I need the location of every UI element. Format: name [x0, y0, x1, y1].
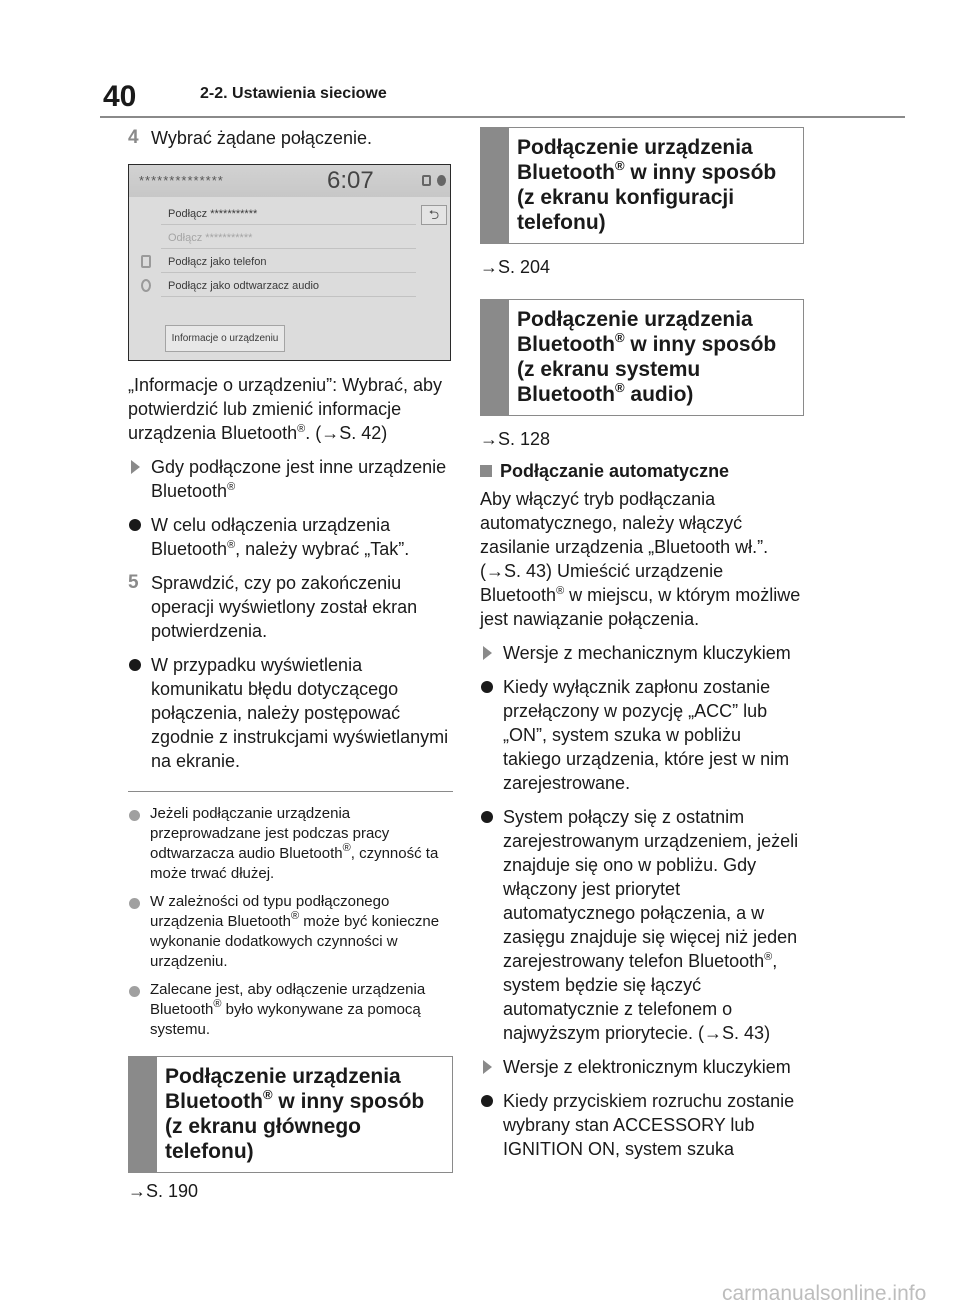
step-number: 5 [128, 572, 139, 593]
page-reference[interactable]: →S. 190 [128, 1181, 199, 1201]
text-span: W zależności od typu podłączonego urządzenia Bluetooth [150, 893, 390, 930]
section-box-home-screen [128, 1056, 453, 1173]
text-span: Wersje z mechanicznym kluczykiem [503, 643, 791, 663]
text-span: Wersje z elektronicznym kluczykiem [503, 1057, 791, 1077]
device-info-button[interactable]: Informacje o urządzeniu [165, 325, 285, 352]
bullet-item [128, 513, 453, 561]
bullet-dot-icon [129, 519, 141, 531]
registered-mark: ® [297, 423, 306, 435]
auto-connect-paragraph [480, 487, 804, 631]
screen-item-connect-audio[interactable]: Podłącz jako odtwarzacz audio [161, 275, 416, 297]
step-4 [128, 126, 453, 150]
bullet-item [480, 1089, 804, 1161]
registered-mark: ® [213, 998, 222, 1010]
arrow-icon [483, 1060, 492, 1074]
bullet-dot-icon [481, 1095, 493, 1107]
text-span: „Informacje o urządzeniu”: Wybrać, aby potwierdzić lub zmienić informacje urządzenia Bluetooth [128, 375, 442, 443]
text-span: Podłączanie automatyczne [500, 461, 730, 481]
arrow-item [480, 641, 804, 665]
registered-mark: ® [342, 842, 351, 854]
box-bar [481, 128, 509, 243]
box-bar [481, 300, 509, 415]
registered-mark: ® [262, 1087, 273, 1102]
screen-device-name: ************** [139, 173, 224, 188]
page-header [100, 72, 905, 118]
section-title: 2-2. Ustawienia sieciowe [200, 85, 387, 102]
text-span: audio) [624, 383, 694, 406]
bluetooth-icon [437, 175, 446, 186]
arrow-item [128, 455, 453, 503]
left-column [128, 120, 453, 1203]
registered-mark: ® [227, 481, 236, 493]
text-span: Zalecane jest, aby odłączenie urządzenia Bluetooth [150, 981, 426, 1018]
section-box-phone-settings [480, 127, 804, 244]
registered-mark: ® [227, 539, 236, 551]
text-span: Podłączenie urządzenia Bluetooth [517, 136, 753, 184]
box-bar [129, 1057, 157, 1172]
phone-icon [141, 255, 151, 268]
text-span: System połączy się z ostatnim zarejestrowanym urządzeniem, jeżeli znajduje się ono w pobliżu. Gdy włączony jest priorytet automatycznego połączenia, a w zasięgu znajduje się więcej niż jeden zarejestrowany telefon Bluetooth [503, 807, 799, 971]
arrow-icon [483, 646, 492, 660]
text-span: Podłączenie urządzenia Bluetooth [165, 1065, 401, 1113]
text-span: w inny sposób (z ekranu systemu Bluetooth [517, 333, 777, 406]
back-button[interactable]: ⮌ [421, 205, 447, 225]
note-dot-icon [129, 898, 140, 909]
bullet-dot-icon [129, 659, 141, 671]
step-number: 4 [128, 127, 139, 148]
registered-mark: ® [290, 910, 300, 922]
bullet-dot-icon [481, 811, 493, 823]
square-bullet-icon [480, 465, 492, 477]
text-span: . (→S. 42) [305, 423, 388, 443]
subheading [480, 459, 804, 483]
box-title [509, 128, 803, 243]
page-number: 40 [103, 80, 137, 113]
text-span: Aby włączyć tryb podłączania automatycznego, należy włączyć zasilanie urządzenia „Bluetooth wł.”. (→S. 43) Umieścić urządzenie Bluetooth [480, 489, 769, 605]
step-text: Sprawdzić, czy po zakończeniu operacji wyświetlony został ekran potwierdzenia. [151, 573, 418, 641]
screen-item-disconnect[interactable]: Odłącz *********** [161, 227, 416, 249]
arrow-icon [131, 460, 140, 474]
note-item [128, 980, 453, 1040]
note-dot-icon [129, 986, 140, 997]
music-note-icon [141, 279, 151, 292]
bullet-item [128, 653, 453, 773]
right-column [480, 120, 804, 1161]
screen-item-connect-phone[interactable]: Podłącz jako telefon [161, 251, 416, 273]
text-span: Jeżeli podłączanie urządzenia przeprowadzane jest podczas pracy odtwarzacza audio Bluetooth [150, 805, 390, 862]
arrow-item [480, 1055, 804, 1079]
bullet-item [480, 805, 804, 1045]
screen-item-connect[interactable]: Podłącz *********** [161, 203, 416, 225]
box-title [509, 300, 803, 415]
registered-mark: ® [614, 158, 625, 173]
bullet-item [480, 675, 804, 795]
divider [128, 791, 453, 792]
text-span: Gdy podłączone jest inne urządzenie Bluetooth [151, 457, 447, 501]
text-span: W przypadku wyświetlenia komunikatu błędu dotyczącego połączenia, należy postępować zgodnie z instrukcjami wyświetlanymi na ekranie. [151, 655, 449, 771]
text-span: Podłączenie urządzenia Bluetooth [517, 308, 753, 356]
bullet-dot-icon [481, 681, 493, 693]
text-span: , należy wybrać „Tak”. [235, 539, 410, 559]
step-5 [128, 571, 453, 643]
info-paragraph [128, 373, 453, 445]
note-item [128, 892, 453, 972]
watermark: carmanualsonline.info [722, 1282, 927, 1305]
screen-illustration [128, 164, 451, 361]
registered-mark: ® [556, 585, 565, 597]
text-span: , system będzie się łączyć automatycznie z telefonem o najwyższym priorytecie. (→S. 43) [503, 951, 778, 1043]
screen-clock: 6:07 [327, 167, 374, 194]
text-span: w miejscu, w którym możliwe jest nawiązanie połączenia. [480, 585, 801, 629]
page-reference[interactable]: →S. 128 [480, 429, 551, 449]
text-span: w inny sposób (z ekranu konfiguracji telefonu) [517, 161, 777, 234]
text-span: w inny sposób (z ekranu głównego telefonu) [165, 1090, 425, 1163]
note-dot-icon [129, 810, 140, 821]
text-span: może być konieczne wykonanie dodatkowych czynności w urządzeniu. [150, 913, 440, 970]
text-span: było wykonywane za pomocą systemu. [150, 1001, 421, 1038]
section-box-bt-audio [480, 299, 804, 416]
text-span: Kiedy przyciskiem rozruchu zostanie wybrany stan ACCESSORY lub IGNITION ON, system szuka [503, 1091, 795, 1159]
note-item [128, 804, 453, 884]
text-span: , czynność ta może trwać dłużej. [150, 845, 439, 882]
page-reference[interactable]: →S. 204 [480, 257, 551, 277]
text-span: Kiedy wyłącznik zapłonu zostanie przełączony w pozycję „ACC” lub „ON”, system szuka w pobliżu takiego urządzenia, które jest w nim zarejestrowane. [503, 677, 790, 793]
registered-mark: ® [614, 330, 625, 345]
registered-mark: ® [764, 951, 773, 963]
phone-icon [422, 175, 431, 186]
registered-mark: ® [614, 380, 625, 395]
step-text: Wybrać żądane połączenie. [151, 128, 372, 148]
text-span: W celu odłączenia urządzenia Bluetooth [151, 515, 391, 559]
box-title [157, 1057, 452, 1172]
